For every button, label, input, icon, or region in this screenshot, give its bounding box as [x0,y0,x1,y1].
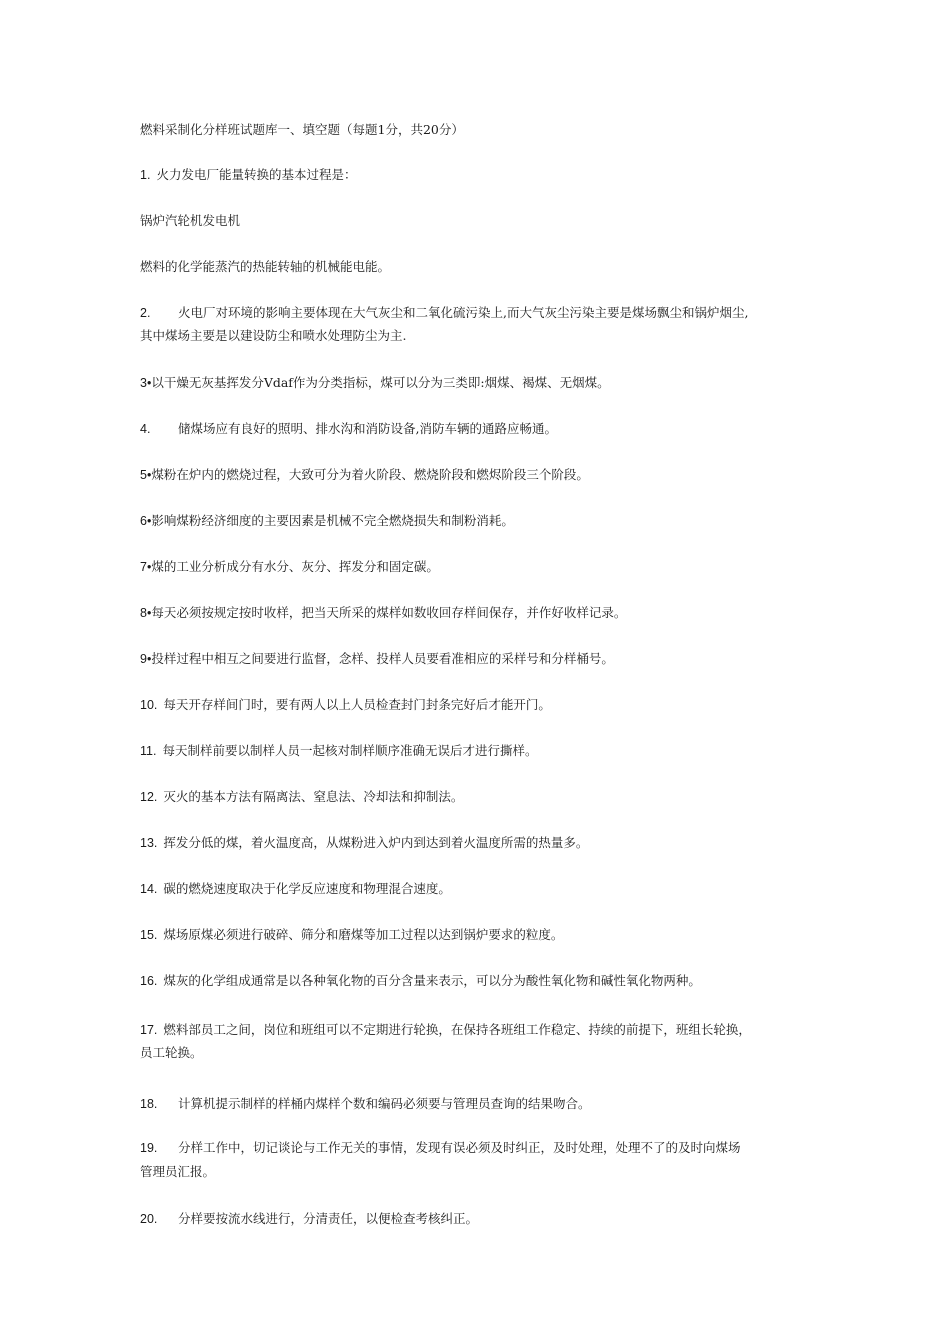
question-text: 分样工作中，切记谈论与工作无关的事情，发现有误必须及时纠正，及时处理，处理不了的及时向煤场 [178,1140,741,1155]
question-19-continued [140,1160,820,1183]
question-number: 11. [140,744,157,758]
question-17 [140,1018,820,1042]
question-number: 18. [140,1097,158,1111]
document-title: 燃料采制化分样班试题库一、填空题（每题1分，共20分） [140,122,464,137]
question-6 [140,509,820,533]
question-number: 2. [140,306,151,320]
question-number: 5• [140,468,152,482]
question-number: 4. [140,422,151,436]
question-number: 20. [140,1212,158,1226]
question-text-continued: 其中煤场主要是以建设防尘和喷水处理防尘为主. [140,328,407,343]
question-5 [140,463,820,487]
question-number: 12. [140,790,158,804]
question-number: 16. [140,974,158,988]
question-10 [140,693,820,717]
question-text: 每天开存样间门时，要有两人以上人员检查封门封条完好后才能开门。 [163,697,551,712]
question-number: 19. [140,1141,158,1155]
question-number: 6• [140,514,152,528]
question-text-continued: 员工轮换。 [140,1045,203,1060]
question-7 [140,555,820,579]
question-11 [140,739,820,763]
question-text: 挥发分低的煤，着火温度高，从煤粉进入炉内到达到着火温度所需的热量多。 [163,835,589,850]
question-number: 7• [140,560,152,574]
question-12 [140,785,820,809]
question-text: 锅炉汽轮机发电机 [140,213,241,228]
question-text: 投样过程中相互之间要进行监督，念样、投样人员要看准相应的采样号和分样桶号。 [151,651,614,666]
question-number: 15. [140,928,158,942]
question-text: 每天制样前要以制样人员一起核对制样顺序准确无误后才进行撕样。 [162,743,538,758]
question-17-continued [140,1041,820,1064]
question-1-answer-a [140,209,820,232]
question-3 [140,371,820,395]
question-8 [140,601,820,625]
question-text: 煤灰的化学组成通常是以各种氧化物的百分含量来表示，可以分为酸性氧化物和碱性氧化物两种。 [163,973,701,988]
question-number: 14. [140,882,158,896]
question-1-answer-b [140,255,820,278]
question-text: 影响煤粉经济细度的主要因素是机械不完全燃烧损失和制粉消耗。 [151,513,514,528]
question-text: 以干燥无灰基挥发分Vdaf作为分类指标，煤可以分为三类即:烟煤、褐煤、无烟煤。 [151,375,610,390]
question-2 [140,301,820,325]
question-number: 17. [140,1023,158,1037]
question-2-continued [140,324,820,347]
question-text: 煤粉在炉内的燃烧过程，大致可分为着火阶段、燃烧阶段和燃烬阶段三个阶段。 [151,467,589,482]
question-text: 煤的工业分析成分有水分、灰分、挥发分和固定碳。 [151,559,439,574]
question-text: 火电厂对环境的影响主要体现在大气灰尘和二氧化硫污染上,而大气灰尘污染主要是煤场飘尘和锅炉烟尘, [178,305,749,320]
question-number: 13. [140,836,158,850]
question-text: 燃料的化学能蒸汽的热能转轴的机械能电能。 [140,259,391,274]
question-number: 10. [140,698,158,712]
question-number: 3• [140,376,152,390]
question-text: 煤场原煤必须进行破碎、筛分和磨煤等加工过程以达到锅炉要求的粒度。 [163,927,564,942]
question-text-continued: 管理员汇报。 [140,1164,216,1179]
question-text: 灭火的基本方法有隔离法、窒息法、冷却法和抑制法。 [163,789,464,804]
question-text: 分样要按流水线进行，分清责任，以便检查考核纠正。 [178,1211,479,1226]
question-number: 8• [140,606,152,620]
question-number: 1. [140,168,151,182]
question-text: 计算机提示制样的样桶内煤样个数和编码必须要与管理员查询的结果吻合。 [178,1096,591,1111]
question-text: 储煤场应有良好的照明、排水沟和消防设备,消防车辆的通路应畅通。 [178,421,557,436]
question-text: 火力发电厂能量转换的基本过程是： [156,167,357,182]
question-19 [140,1136,820,1160]
question-13 [140,831,820,855]
question-text: 每天必须按规定按时收样，把当天所采的煤样如数收回存样间保存，并作好收样记录。 [151,605,627,620]
question-20 [140,1207,820,1231]
question-4 [140,417,820,441]
question-1 [140,163,820,187]
question-text: 燃料部员工之间，岗位和班组可以不定期进行轮换，在保持各班组工作稳定、持续的前提下，班组长轮换， [163,1022,751,1037]
question-number: 9• [140,652,152,666]
question-text: 碳的燃烧速度取决于化学反应速度和物理混合速度。 [163,881,451,896]
question-15 [140,923,820,947]
question-18 [140,1092,820,1116]
question-9 [140,647,820,671]
question-14 [140,877,820,901]
question-16 [140,969,820,993]
